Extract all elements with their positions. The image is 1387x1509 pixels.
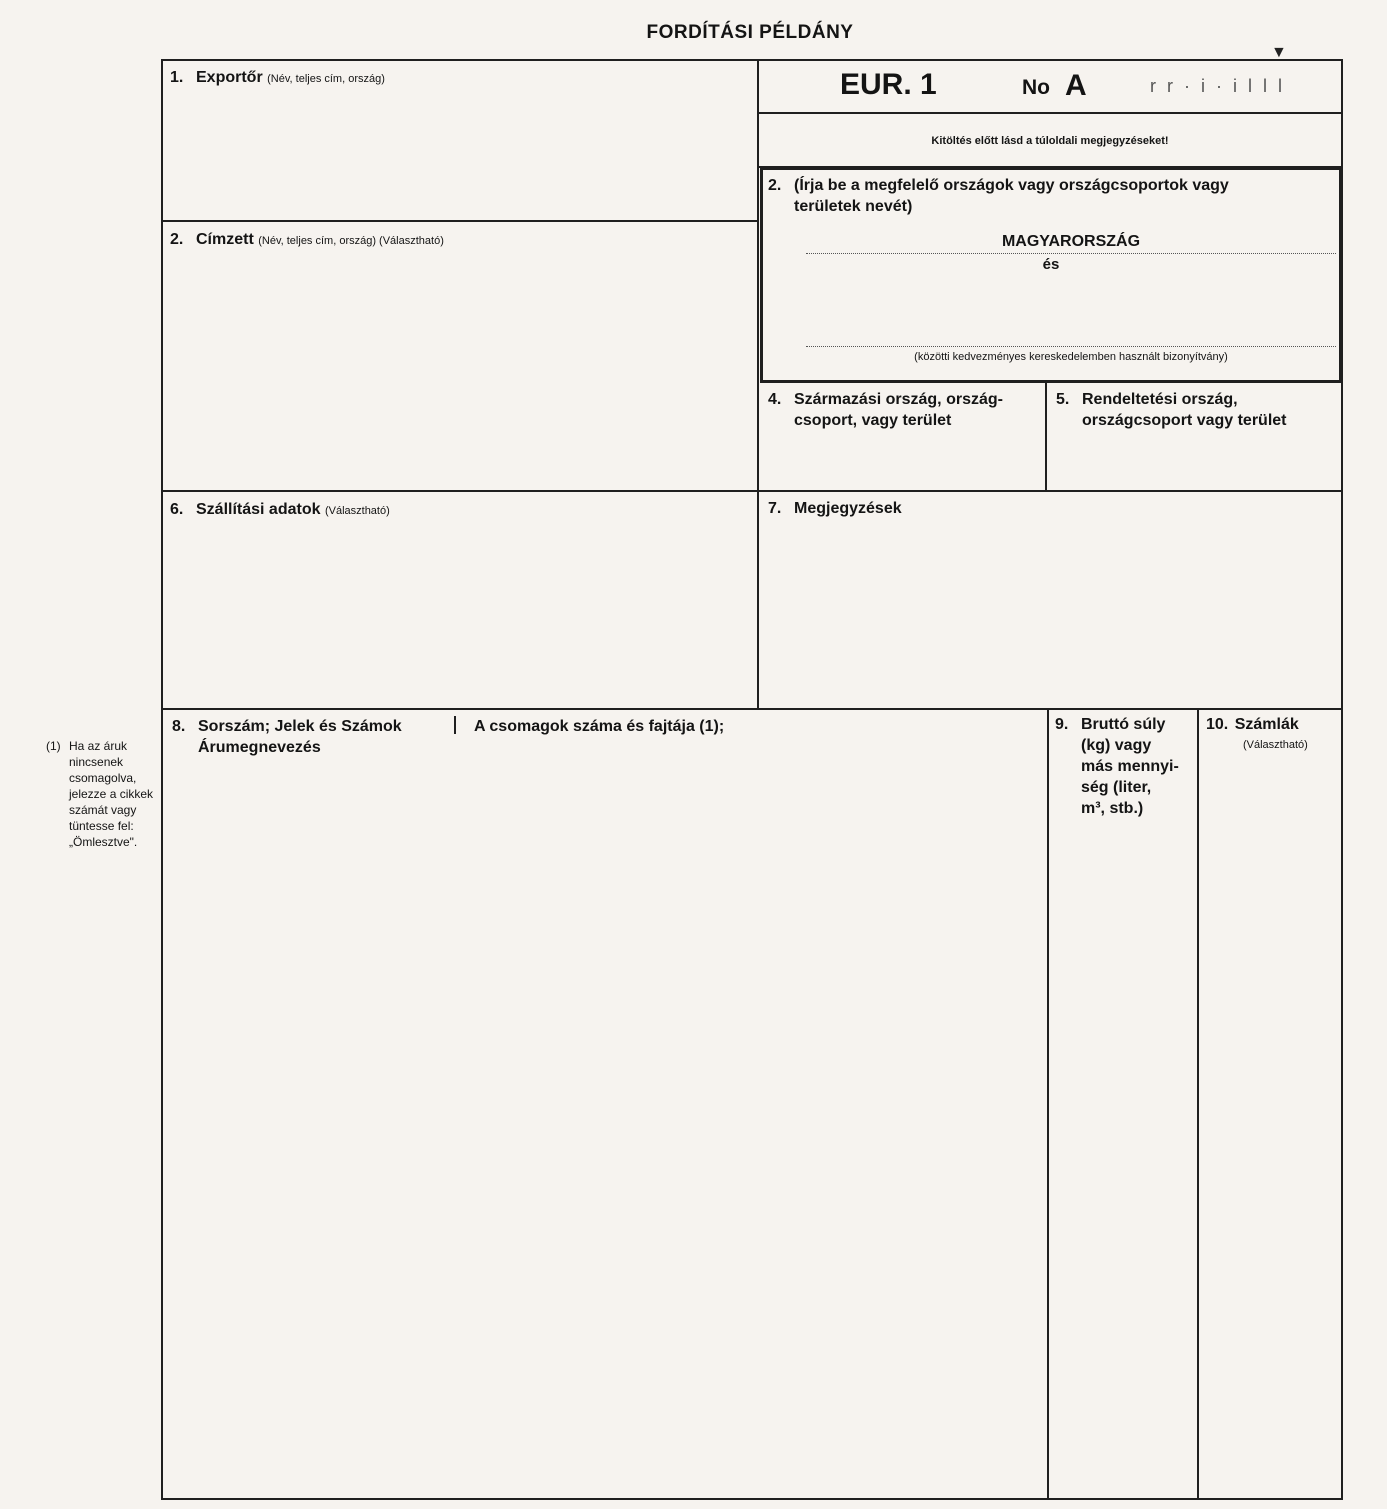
box9-line: (kg) vagy bbox=[1081, 737, 1152, 754]
country-dotted-line bbox=[806, 253, 1336, 254]
box1-number: 1. bbox=[170, 69, 184, 86]
box8-label bbox=[172, 716, 1032, 758]
origin-country-field[interactable] bbox=[764, 435, 1042, 487]
box7-label bbox=[768, 498, 902, 519]
divider-box1-bottom bbox=[161, 220, 759, 222]
second-country-line[interactable] bbox=[806, 346, 1336, 347]
box5-line2: országcsoport vagy terület bbox=[1082, 412, 1287, 429]
exporter-field[interactable] bbox=[165, 92, 753, 216]
destination-country-field[interactable] bbox=[1051, 435, 1337, 487]
consignee-field[interactable] bbox=[165, 255, 753, 485]
box1-label bbox=[170, 67, 385, 90]
invoices-field[interactable] bbox=[1201, 760, 1337, 1494]
box5-line1: Rendeltetési ország, bbox=[1082, 391, 1238, 408]
box8-number: 8. bbox=[172, 718, 186, 735]
box1-subtitle: (Név, teljes cím, ország) bbox=[267, 73, 385, 85]
divider-box8-top bbox=[161, 708, 1343, 710]
divider-box9-box10 bbox=[1197, 708, 1199, 1500]
serial-number: r r · i · i l l l bbox=[1150, 76, 1285, 96]
footnote bbox=[46, 738, 159, 850]
divider-box6-top bbox=[161, 490, 1343, 492]
box4-line2: csoport, vagy terület bbox=[794, 412, 952, 429]
box2-title: Címzett bbox=[196, 231, 254, 248]
box10-subtitle: (Választható) bbox=[1243, 739, 1308, 751]
box9-label bbox=[1055, 714, 1197, 819]
box2-subtitle: (Név, teljes cím, ország) (Választható) bbox=[258, 235, 444, 247]
series-letter: A bbox=[1065, 69, 1087, 102]
transport-details-field[interactable] bbox=[165, 525, 753, 703]
and-label: és bbox=[1042, 256, 1060, 273]
country-name: MAGYARORSZÁG bbox=[1001, 233, 1141, 250]
fill-notice: Kitöltés előtt lásd a túloldali megjegyzéseket! bbox=[931, 135, 1169, 147]
box4-label bbox=[768, 389, 1038, 431]
between-note: (közötti kedvezményes kereskedelemben használt bizonyítvány) bbox=[914, 351, 1228, 363]
box4-number: 4. bbox=[768, 391, 782, 408]
box8-title-separator bbox=[454, 716, 456, 734]
divider-box8-box9 bbox=[1047, 708, 1049, 1500]
box10-number: 10. bbox=[1206, 716, 1229, 733]
box10-label bbox=[1206, 714, 1338, 735]
box9-line: más mennyi- bbox=[1081, 758, 1179, 775]
box3-title-line1: (Írja be a megfelelő országok vagy országcsoportok vagy bbox=[794, 177, 1229, 194]
box6-number: 6. bbox=[170, 501, 184, 518]
gross-weight-field[interactable] bbox=[1051, 830, 1193, 1494]
remarks-field[interactable] bbox=[764, 525, 1337, 703]
form-name: EUR. 1 bbox=[840, 68, 937, 101]
number-label: No bbox=[1022, 76, 1050, 99]
box3-title-line2: területek nevét) bbox=[794, 198, 913, 215]
box2-number: 2. bbox=[170, 231, 184, 248]
box9-line: Bruttó súly bbox=[1081, 716, 1166, 733]
box7-number: 7. bbox=[768, 500, 782, 517]
form-title: FORDÍTÁSI PÉLDÁNY bbox=[646, 22, 854, 43]
box6-subtitle: (Választható) bbox=[324, 505, 390, 517]
box6-label bbox=[170, 499, 390, 522]
box8-title-b: A csomagok száma és fajtája (1); bbox=[474, 718, 725, 735]
corner-triangle-icon: ▼ bbox=[1271, 44, 1287, 61]
box9-number: 9. bbox=[1055, 716, 1069, 733]
box5-number: 5. bbox=[1056, 391, 1070, 408]
box3-label bbox=[768, 175, 1328, 217]
box10-title: Számlák bbox=[1234, 716, 1299, 733]
box6-title: Szállítási adatok bbox=[196, 501, 321, 518]
goods-description-field[interactable] bbox=[166, 764, 1042, 1494]
footnote-number: (1) bbox=[46, 739, 61, 753]
box3-number: 2. bbox=[768, 177, 782, 194]
divider-top-vertical bbox=[757, 59, 759, 710]
box5-label bbox=[1056, 389, 1336, 431]
box2-label bbox=[170, 229, 444, 252]
box9-line: m³, stb.) bbox=[1081, 800, 1144, 817]
divider-box4-box5 bbox=[1045, 383, 1047, 491]
box4-line1: Származási ország, ország- bbox=[794, 391, 1003, 408]
box7-title: Megjegyzések bbox=[794, 500, 902, 517]
box1-title: Exportőr bbox=[196, 69, 263, 86]
footnote-text: Ha az áruk nincsenek csomagolva, jelezze a cikkek számát vagy tüntesse fel: „Ömlesztve". bbox=[69, 739, 154, 849]
box8-title-c: Árumegnevezés bbox=[198, 739, 321, 756]
box8-title-a: Sorszám; Jelek és Számok bbox=[198, 718, 402, 735]
divider-eur-row bbox=[757, 112, 1343, 114]
box9-line: ség (liter, bbox=[1081, 779, 1152, 796]
